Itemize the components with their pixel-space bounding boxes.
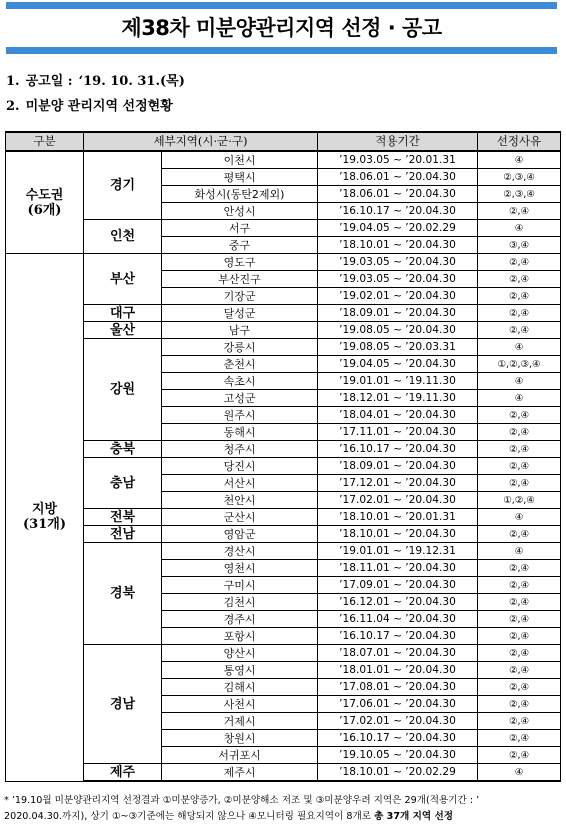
region-count: (31개): [23, 517, 66, 533]
subregion-cell: 천안시: [162, 492, 318, 509]
period-cell: ’18.07.01 ~ ’20.04.30: [318, 645, 478, 662]
subregion-cell: 김해시: [162, 679, 318, 696]
region-count: (6개): [27, 202, 62, 218]
reason-cell: ②,④: [478, 679, 561, 696]
item-label: 미분양 관리지역 선정현황: [25, 99, 173, 114]
period-cell: ’19.03.05 ~ ’20.04.30: [318, 254, 478, 271]
province-cell: 강원: [84, 339, 162, 441]
footnote: [4, 793, 564, 825]
subregion-cell: 포항시: [162, 628, 318, 645]
period-cell: ’19.08.05 ~ ’20.04.30: [318, 322, 478, 339]
management-area-table: [5, 131, 561, 782]
table-row: [6, 254, 561, 271]
subregion-cell: 강릉시: [162, 339, 318, 356]
period-cell: ’17.11.01 ~ ’20.04.30: [318, 424, 478, 441]
province-cell: 전남: [84, 526, 162, 543]
subregion-cell: 영암군: [162, 526, 318, 543]
reason-cell: ②,④: [478, 271, 561, 288]
province-cell: 충남: [84, 458, 162, 509]
period-cell: ’19.01.01 ~ ’19.11.30: [318, 373, 478, 390]
subregion-cell: 부산진구: [162, 271, 318, 288]
table-row: [6, 220, 561, 237]
subregion-cell: 양산시: [162, 645, 318, 662]
reason-cell: ④: [478, 373, 561, 390]
region-cell: [6, 151, 84, 254]
table-row: [6, 322, 561, 339]
period-cell: ’18.12.01 ~ ’19.11.30: [318, 390, 478, 407]
period-cell: ’19.04.05 ~ ’20.04.30: [318, 356, 478, 373]
period-cell: ’18.06.01 ~ ’20.04.30: [318, 169, 478, 186]
subregion-cell: 평택시: [162, 169, 318, 186]
period-cell: ’19.03.05 ~ ’20.04.30: [318, 271, 478, 288]
header-reason: 선정사유: [478, 132, 561, 151]
subregion-cell: 중구: [162, 237, 318, 254]
subregion-cell: 달성군: [162, 305, 318, 322]
reason-cell: ③,④: [478, 237, 561, 254]
table-row: [6, 305, 561, 322]
reason-cell: ②,④: [478, 203, 561, 220]
subregion-cell: 춘천시: [162, 356, 318, 373]
table-row: [6, 458, 561, 475]
period-cell: ’16.10.17 ~ ’20.04.30: [318, 628, 478, 645]
period-cell: ’17.08.01 ~ ’20.04.30: [318, 679, 478, 696]
period-cell: ’16.10.17 ~ ’20.04.30: [318, 203, 478, 220]
header-period: 적용기간: [318, 132, 478, 151]
reason-cell: ②,④: [478, 322, 561, 339]
item-number: 2.: [6, 99, 20, 114]
page-title: 제38차 미분양관리지역 선정 · 공고: [121, 16, 442, 40]
title-bottom-bar: [6, 47, 557, 54]
subregion-cell: 이천시: [162, 151, 318, 169]
period-cell: ’18.09.01 ~ ’20.04.30: [318, 305, 478, 322]
period-cell: ’19.08.05 ~ ’20.03.31: [318, 339, 478, 356]
reason-cell: ④: [478, 220, 561, 237]
reason-cell: ④: [478, 390, 561, 407]
reason-cell: ②,④: [478, 628, 561, 645]
reason-cell: ①,②,④: [478, 492, 561, 509]
period-cell: ’16.12.01 ~ ’20.04.30: [318, 594, 478, 611]
subregion-cell: 영도구: [162, 254, 318, 271]
subregion-cell: 김천시: [162, 594, 318, 611]
period-cell: ’16.10.17 ~ ’20.04.30: [318, 441, 478, 458]
title-top-bar: [6, 2, 557, 9]
region-name: 수도권: [25, 187, 64, 203]
reason-cell: ④: [478, 151, 561, 169]
period-cell: ’18.01.01 ~ ’20.04.30: [318, 662, 478, 679]
period-cell: ’16.10.17 ~ ’20.04.30: [318, 730, 478, 747]
period-cell: ’17.02.01 ~ ’20.04.30: [318, 492, 478, 509]
table-row: [6, 339, 561, 356]
subregion-cell: 제주시: [162, 764, 318, 782]
period-cell: ’18.10.01 ~ ’20.02.29: [318, 764, 478, 782]
province-cell: 대구: [84, 305, 162, 322]
period-cell: ’18.09.01 ~ ’20.04.30: [318, 458, 478, 475]
period-cell: ’17.02.01 ~ ’20.04.30: [318, 713, 478, 730]
item-number: 1.: [6, 74, 20, 89]
subregion-cell: 청주시: [162, 441, 318, 458]
table-row: [6, 151, 561, 169]
subregion-cell: 거제시: [162, 713, 318, 730]
period-cell: ’17.12.01 ~ ’20.04.30: [318, 475, 478, 492]
subregion-cell: 영천시: [162, 560, 318, 577]
period-cell: ’19.10.05 ~ ’20.04.30: [318, 747, 478, 764]
subregion-cell: 통영시: [162, 662, 318, 679]
reason-cell: ②,④: [478, 441, 561, 458]
period-cell: ’18.06.01 ~ ’20.04.30: [318, 186, 478, 203]
header-category: 구분: [6, 132, 84, 151]
period-cell: ’18.04.01 ~ ’20.04.30: [318, 407, 478, 424]
reason-cell: ②,④: [478, 526, 561, 543]
footnote-line-2: [4, 809, 564, 825]
period-cell: ’18.10.01 ~ ’20.04.30: [318, 237, 478, 254]
period-cell: ’19.04.05 ~ ’20.02.29: [318, 220, 478, 237]
subregion-cell: 기장군: [162, 288, 318, 305]
subregion-cell: 경주시: [162, 611, 318, 628]
province-cell: 경기: [84, 151, 162, 220]
item-value: ‘19. 10. 31.(목): [78, 74, 185, 89]
subregion-cell: 서구: [162, 220, 318, 237]
province-cell: 제주: [84, 764, 162, 782]
period-cell: ’16.11.04 ~ ’20.04.30: [318, 611, 478, 628]
subregion-cell: 사천시: [162, 696, 318, 713]
reason-cell: ②,④: [478, 288, 561, 305]
period-cell: ’18.10.01 ~ ’20.01.31: [318, 509, 478, 526]
subregion-cell: 안성시: [162, 203, 318, 220]
region-cell: [6, 254, 84, 782]
reason-cell: ②,④: [478, 730, 561, 747]
reason-cell: ①,②,③,④: [478, 356, 561, 373]
reason-cell: ②,④: [478, 594, 561, 611]
subregion-cell: 창원시: [162, 730, 318, 747]
subregion-cell: 남구: [162, 322, 318, 339]
reason-cell: ②,④: [478, 662, 561, 679]
footnote-total: 총 37개 지역 선정: [374, 811, 454, 822]
reason-cell: ④: [478, 509, 561, 526]
reason-cell: ②,④: [478, 560, 561, 577]
table-row: [6, 509, 561, 526]
subregion-cell: 고성군: [162, 390, 318, 407]
subregion-cell: 속초시: [162, 373, 318, 390]
item-label: 공고일 :: [25, 74, 73, 89]
subregion-cell: 당진시: [162, 458, 318, 475]
subregion-cell: 화성시(동탄2제외): [162, 186, 318, 203]
subregion-cell: 구미시: [162, 577, 318, 594]
reason-cell: ②,④: [478, 747, 561, 764]
period-cell: ’19.01.01 ~ ’19.12.31: [318, 543, 478, 560]
reason-cell: ②,④: [478, 645, 561, 662]
region-name: 지방: [31, 502, 58, 518]
period-cell: ’18.10.01 ~ ’20.04.30: [318, 526, 478, 543]
subregion-cell: 군산시: [162, 509, 318, 526]
footnote-line-1: * ’19.10월 미분양관리지역 선정결과 ①미분양증가, ②미분양해소 저조 및 ③미분양우려 지역은 29개(적용기간 : ’: [4, 795, 480, 806]
subregion-cell: 서산시: [162, 475, 318, 492]
table-header-row: [6, 132, 561, 151]
period-cell: ’19.02.01 ~ ’20.04.30: [318, 288, 478, 305]
table-row: [6, 526, 561, 543]
reason-cell: ②,④: [478, 305, 561, 322]
subregion-cell: 경산시: [162, 543, 318, 560]
footnote-text: 2020.04.30.까지), 상기 ①~③기준에는 해당되지 않으나 ④모니터링 필요지역이 8개로: [4, 811, 375, 822]
period-cell: ’17.06.01 ~ ’20.04.30: [318, 696, 478, 713]
table-row: [6, 543, 561, 560]
reason-cell: ②,④: [478, 611, 561, 628]
reason-cell: ②,③,④: [478, 169, 561, 186]
reason-cell: ④: [478, 339, 561, 356]
province-cell: 인천: [84, 220, 162, 254]
selection-status-heading: [6, 95, 179, 114]
period-cell: ’19.03.05 ~ ’20.01.31: [318, 151, 478, 169]
province-cell: 경북: [84, 543, 162, 645]
table-row: [6, 441, 561, 458]
province-cell: 울산: [84, 322, 162, 339]
table-row: [6, 764, 561, 782]
subregion-cell: 원주시: [162, 407, 318, 424]
table-row: [6, 645, 561, 662]
reason-cell: ②,④: [478, 577, 561, 594]
province-cell: 경남: [84, 645, 162, 764]
reason-cell: ②,④: [478, 407, 561, 424]
announcement-date: [6, 70, 191, 89]
reason-cell: ②,④: [478, 475, 561, 492]
reason-cell: ④: [478, 543, 561, 560]
subregion-cell: 동해시: [162, 424, 318, 441]
reason-cell: ②,④: [478, 696, 561, 713]
province-cell: 부산: [84, 254, 162, 305]
reason-cell: ②,③,④: [478, 186, 561, 203]
reason-cell: ②,④: [478, 713, 561, 730]
subregion-cell: 서귀포시: [162, 747, 318, 764]
province-cell: 충북: [84, 441, 162, 458]
reason-cell: ②,④: [478, 424, 561, 441]
period-cell: ’17.09.01 ~ ’20.04.30: [318, 577, 478, 594]
period-cell: ’18.11.01 ~ ’20.04.30: [318, 560, 478, 577]
reason-cell: ②,④: [478, 458, 561, 475]
title-banner: [6, 2, 557, 54]
province-cell: 전북: [84, 509, 162, 526]
reason-cell: ②,④: [478, 254, 561, 271]
reason-cell: ④: [478, 764, 561, 782]
header-subregion: 세부지역(시·군·구): [84, 132, 318, 151]
